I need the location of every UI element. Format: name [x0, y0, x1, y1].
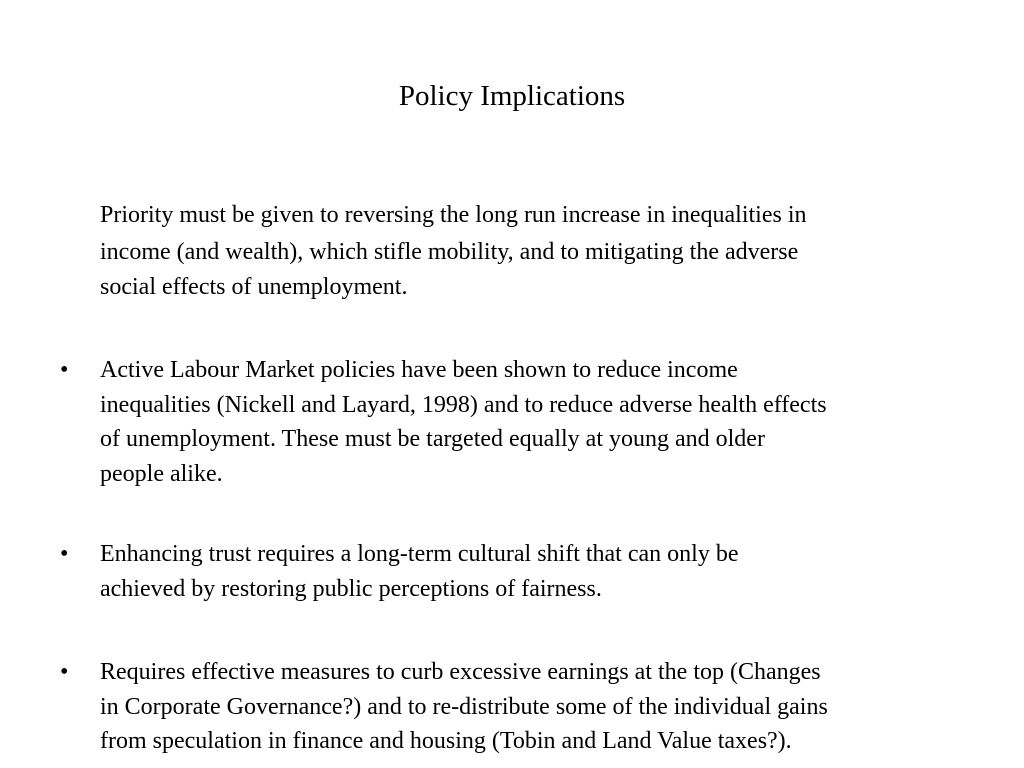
bullet-text [100, 655, 1000, 759]
bullet-line: Enhancing trust requires a long-term cultural shift that can only be [100, 541, 739, 567]
bullet-line: Active Labour Market policies have been shown to reduce income [100, 357, 738, 383]
bullet-line: from speculation in finance and housing (Tobin and Land Value taxes?). [100, 728, 792, 754]
intro-line: income (and wealth), which stifle mobility, and to mitigating the adverse [100, 239, 799, 265]
bullet-text [100, 353, 1000, 491]
intro-line: social effects of unemployment. [100, 274, 408, 300]
bullet-line: inequalities (Nickell and Layard, 1998) and to reduce adverse health effects [100, 391, 827, 418]
slide-title: Policy Implications [398, 80, 626, 112]
bullet-icon: • [60, 659, 69, 685]
bullet-icon: • [60, 357, 69, 383]
bullet-line: Requires effective measures to curb excessive earnings at the top (Changes [100, 659, 821, 685]
intro-line: Priority must be given to reversing the long run increase in inequalities in [100, 202, 807, 228]
bullet-line: people alike. [100, 460, 223, 487]
bullet-text [100, 537, 1000, 606]
bullet-line: of unemployment. These must be targeted equally at young and older [100, 426, 765, 452]
bullet-icon: • [60, 541, 69, 567]
bullet-line: in Corporate Governance?) and to re-distribute some of the individual gains [100, 693, 828, 720]
bullet-line: achieved by restoring public perceptions of fairness. [100, 575, 602, 602]
intro-paragraph [100, 197, 980, 304]
